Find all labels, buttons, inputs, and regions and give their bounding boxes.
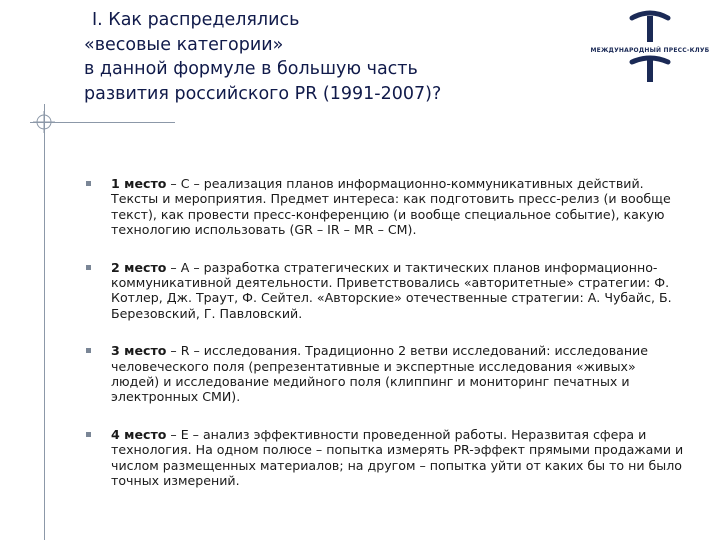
bullet-square-icon (86, 348, 91, 353)
item-text (111, 343, 686, 405)
item-body: – С – реализация планов информационно-коммуникативных действий. Тексты и мероприятия. Предмет интереса: как подготовить пресс-релиз (и вообще текст), как провести пресс-конференцию (и вообще специальное событие), какую технологию использовать (GR – IR – MR – CM). (111, 176, 671, 238)
list-item (86, 427, 686, 489)
title-line-4: развития российского PR (1991-2007)? (84, 83, 442, 104)
list-item (86, 343, 686, 405)
item-text (111, 260, 686, 322)
page-title (84, 8, 544, 106)
logo-caption: МЕЖДУНАРОДНЫЙ ПРЕСС-КЛУБ (590, 47, 710, 54)
list-item (86, 260, 686, 322)
press-club-emblem-icon (590, 10, 710, 82)
press-club-logo (590, 10, 710, 82)
item-text (111, 427, 686, 489)
bullet-list (86, 176, 686, 489)
vertical-guide-line (44, 104, 45, 540)
item-body: – А – разработка стратегических и тактических планов информационно-коммуникативной деятельности. Приветствовались «авторитетные» стратегии: Ф. Котлер, Дж. Траут, Ф. Сейтел. «Авторские» отечественные стратегии: А. Чубайс, Б. Березовский, Г. Павловский. (111, 259, 672, 321)
item-lead: 2 место (111, 259, 167, 275)
title-line-1: I. Как распределялись (92, 10, 300, 30)
title-line-2: «весовые категории» (84, 34, 284, 55)
item-text (111, 176, 686, 238)
bullet-square-icon (86, 432, 91, 437)
item-lead: 4 место (111, 426, 167, 442)
item-body: – R – исследования. Традиционно 2 ветви исследований: исследование человеческого поля (репрезентативные и экспертные исследования «живых» людей) и исследование медийного поля (клиппинг и мониторинг печатных и электронных СМИ). (111, 343, 648, 405)
crosshair-icon (33, 111, 55, 133)
item-lead: 3 место (111, 343, 167, 359)
bullet-square-icon (86, 265, 91, 270)
item-lead: 1 место (111, 176, 167, 191)
item-body: – Е – анализ эффективности проведенной работы. Неразвитая сфера и технология. На одном полюсе – попытка измерять PR-эффект прямыми продажами и числом размещенных материалов; на другом – попытка уйти от каких бы то ни было точных измерений. (111, 426, 684, 489)
bullet-square-icon (86, 181, 91, 186)
list-item (86, 176, 686, 238)
title-line-3: в данной формуле в большую часть (84, 59, 418, 79)
